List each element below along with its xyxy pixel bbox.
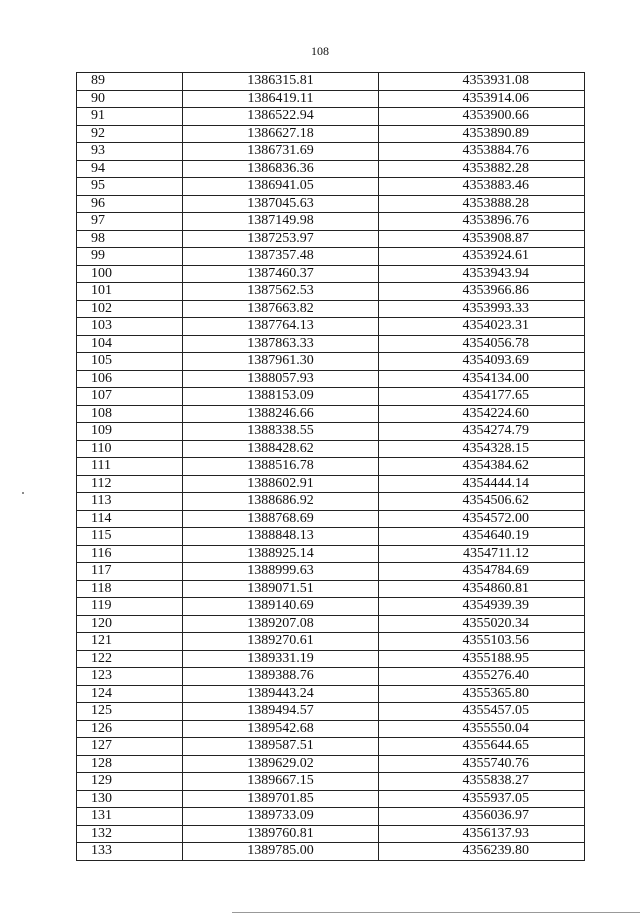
table-row <box>77 160 585 178</box>
x-coordinate-cell: 1389542.68 <box>183 720 379 738</box>
table-row <box>77 510 585 528</box>
table-row <box>77 458 585 476</box>
table-row <box>77 125 585 143</box>
y-coordinate-cell: 4353993.33 <box>379 300 585 318</box>
y-coordinate-cell: 4354384.62 <box>379 458 585 476</box>
table-row <box>77 790 585 808</box>
table-row <box>77 563 585 581</box>
coordinate-table-body <box>77 73 585 861</box>
x-coordinate-cell: 1386836.36 <box>183 160 379 178</box>
point-number-cell: 130 <box>77 790 183 808</box>
point-number-cell: 110 <box>77 440 183 458</box>
y-coordinate-cell: 4353884.76 <box>379 143 585 161</box>
y-coordinate-cell: 4355937.05 <box>379 790 585 808</box>
point-number-cell: 126 <box>77 720 183 738</box>
y-coordinate-cell: 4353966.86 <box>379 283 585 301</box>
y-coordinate-cell: 4353882.28 <box>379 160 585 178</box>
y-coordinate-cell: 4353890.89 <box>379 125 585 143</box>
y-coordinate-cell: 4355644.65 <box>379 738 585 756</box>
table-row <box>77 108 585 126</box>
table-row <box>77 143 585 161</box>
x-coordinate-cell: 1389760.81 <box>183 825 379 843</box>
table-row <box>77 615 585 633</box>
y-coordinate-cell: 4355838.27 <box>379 773 585 791</box>
table-row <box>77 73 585 91</box>
y-coordinate-cell: 4354134.00 <box>379 370 585 388</box>
point-number-cell: 117 <box>77 563 183 581</box>
x-coordinate-cell: 1386731.69 <box>183 143 379 161</box>
table-row <box>77 195 585 213</box>
table-row <box>77 738 585 756</box>
point-number-cell: 97 <box>77 213 183 231</box>
x-coordinate-cell: 1388153.09 <box>183 388 379 406</box>
x-coordinate-cell: 1389701.85 <box>183 790 379 808</box>
point-number-cell: 112 <box>77 475 183 493</box>
point-number-cell: 106 <box>77 370 183 388</box>
table-row <box>77 650 585 668</box>
x-coordinate-cell: 1387149.98 <box>183 213 379 231</box>
x-coordinate-cell: 1388925.14 <box>183 545 379 563</box>
x-coordinate-cell: 1389388.76 <box>183 668 379 686</box>
table-row <box>77 685 585 703</box>
x-coordinate-cell: 1386315.81 <box>183 73 379 91</box>
bottom-rule <box>232 912 640 913</box>
point-number-cell: 127 <box>77 738 183 756</box>
point-number-cell: 93 <box>77 143 183 161</box>
point-number-cell: 91 <box>77 108 183 126</box>
table-row <box>77 808 585 826</box>
table-row <box>77 475 585 493</box>
point-number-cell: 92 <box>77 125 183 143</box>
y-coordinate-cell: 4354056.78 <box>379 335 585 353</box>
y-coordinate-cell: 4355103.56 <box>379 633 585 651</box>
table-row <box>77 633 585 651</box>
table-row <box>77 843 585 861</box>
y-coordinate-cell: 4354274.79 <box>379 423 585 441</box>
x-coordinate-cell: 1389071.51 <box>183 580 379 598</box>
table-row <box>77 370 585 388</box>
point-number-cell: 111 <box>77 458 183 476</box>
y-coordinate-cell: 4355550.04 <box>379 720 585 738</box>
y-coordinate-cell: 4353914.06 <box>379 90 585 108</box>
table-row <box>77 440 585 458</box>
table-row <box>77 668 585 686</box>
y-coordinate-cell: 4355188.95 <box>379 650 585 668</box>
y-coordinate-cell: 4354572.00 <box>379 510 585 528</box>
y-coordinate-cell: 4355740.76 <box>379 755 585 773</box>
x-coordinate-cell: 1388246.66 <box>183 405 379 423</box>
point-number-cell: 94 <box>77 160 183 178</box>
x-coordinate-cell: 1389629.02 <box>183 755 379 773</box>
y-coordinate-cell: 4353883.46 <box>379 178 585 196</box>
y-coordinate-cell: 4353896.76 <box>379 213 585 231</box>
y-coordinate-cell: 4356036.97 <box>379 808 585 826</box>
y-coordinate-cell: 4353900.66 <box>379 108 585 126</box>
coordinate-table <box>76 72 585 861</box>
table-row <box>77 580 585 598</box>
y-coordinate-cell: 4354784.69 <box>379 563 585 581</box>
y-coordinate-cell: 4355276.40 <box>379 668 585 686</box>
x-coordinate-cell: 1389733.09 <box>183 808 379 826</box>
table-row <box>77 283 585 301</box>
x-coordinate-cell: 1388686.92 <box>183 493 379 511</box>
y-coordinate-cell: 4355457.05 <box>379 703 585 721</box>
y-coordinate-cell: 4356137.93 <box>379 825 585 843</box>
point-number-cell: 105 <box>77 353 183 371</box>
table-row <box>77 213 585 231</box>
x-coordinate-cell: 1387764.13 <box>183 318 379 336</box>
x-coordinate-cell: 1387961.30 <box>183 353 379 371</box>
y-coordinate-cell: 4356239.80 <box>379 843 585 861</box>
point-number-cell: 115 <box>77 528 183 546</box>
page-number: 108 <box>311 44 329 58</box>
table-row <box>77 388 585 406</box>
point-number-cell: 100 <box>77 265 183 283</box>
x-coordinate-cell: 1386627.18 <box>183 125 379 143</box>
point-number-cell: 123 <box>77 668 183 686</box>
x-coordinate-cell: 1388602.91 <box>183 475 379 493</box>
y-coordinate-cell: 4354506.62 <box>379 493 585 511</box>
x-coordinate-cell: 1387562.53 <box>183 283 379 301</box>
x-coordinate-cell: 1388428.62 <box>183 440 379 458</box>
point-number-cell: 131 <box>77 808 183 826</box>
y-coordinate-cell: 4354177.65 <box>379 388 585 406</box>
x-coordinate-cell: 1388338.55 <box>183 423 379 441</box>
point-number-cell: 133 <box>77 843 183 861</box>
y-coordinate-cell: 4353931.08 <box>379 73 585 91</box>
table-row <box>77 493 585 511</box>
table-row <box>77 265 585 283</box>
point-number-cell: 103 <box>77 318 183 336</box>
point-number-cell: 118 <box>77 580 183 598</box>
x-coordinate-cell: 1389207.08 <box>183 615 379 633</box>
x-coordinate-cell: 1388057.93 <box>183 370 379 388</box>
x-coordinate-cell: 1388516.78 <box>183 458 379 476</box>
point-number-cell: 125 <box>77 703 183 721</box>
y-coordinate-cell: 4354224.60 <box>379 405 585 423</box>
x-coordinate-cell: 1389785.00 <box>183 843 379 861</box>
y-coordinate-cell: 4354444.14 <box>379 475 585 493</box>
y-coordinate-cell: 4353924.61 <box>379 248 585 266</box>
x-coordinate-cell: 1389331.19 <box>183 650 379 668</box>
y-coordinate-cell: 4354939.39 <box>379 598 585 616</box>
point-number-cell: 95 <box>77 178 183 196</box>
x-coordinate-cell: 1387863.33 <box>183 335 379 353</box>
point-number-cell: 114 <box>77 510 183 528</box>
point-number-cell: 119 <box>77 598 183 616</box>
table-row <box>77 773 585 791</box>
point-number-cell: 99 <box>77 248 183 266</box>
x-coordinate-cell: 1388999.63 <box>183 563 379 581</box>
point-number-cell: 104 <box>77 335 183 353</box>
y-coordinate-cell: 4354860.81 <box>379 580 585 598</box>
table-row <box>77 545 585 563</box>
table-row <box>77 335 585 353</box>
x-coordinate-cell: 1389667.15 <box>183 773 379 791</box>
point-number-cell: 129 <box>77 773 183 791</box>
point-number-cell: 90 <box>77 90 183 108</box>
x-coordinate-cell: 1389443.24 <box>183 685 379 703</box>
x-coordinate-cell: 1387045.63 <box>183 195 379 213</box>
y-coordinate-cell: 4353888.28 <box>379 195 585 213</box>
x-coordinate-cell: 1389270.61 <box>183 633 379 651</box>
x-coordinate-cell: 1389140.69 <box>183 598 379 616</box>
point-number-cell: 101 <box>77 283 183 301</box>
x-coordinate-cell: 1386941.05 <box>183 178 379 196</box>
x-coordinate-cell: 1388768.69 <box>183 510 379 528</box>
x-coordinate-cell: 1387663.82 <box>183 300 379 318</box>
table-row <box>77 423 585 441</box>
y-coordinate-cell: 4354328.15 <box>379 440 585 458</box>
point-number-cell: 108 <box>77 405 183 423</box>
y-coordinate-cell: 4354023.31 <box>379 318 585 336</box>
point-number-cell: 113 <box>77 493 183 511</box>
y-coordinate-cell: 4354093.69 <box>379 353 585 371</box>
y-coordinate-cell: 4355020.34 <box>379 615 585 633</box>
table-row <box>77 528 585 546</box>
x-coordinate-cell: 1389494.57 <box>183 703 379 721</box>
point-number-cell: 124 <box>77 685 183 703</box>
y-coordinate-cell: 4353908.87 <box>379 230 585 248</box>
table-row <box>77 353 585 371</box>
point-number-cell: 107 <box>77 388 183 406</box>
table-row <box>77 318 585 336</box>
table-row <box>77 720 585 738</box>
table-row <box>77 703 585 721</box>
x-coordinate-cell: 1386522.94 <box>183 108 379 126</box>
table-row <box>77 90 585 108</box>
point-number-cell: 121 <box>77 633 183 651</box>
point-number-cell: 89 <box>77 73 183 91</box>
point-number-cell: 102 <box>77 300 183 318</box>
point-number-cell: 116 <box>77 545 183 563</box>
table-row <box>77 178 585 196</box>
table-row <box>77 755 585 773</box>
x-coordinate-cell: 1388848.13 <box>183 528 379 546</box>
point-number-cell: 120 <box>77 615 183 633</box>
y-coordinate-cell: 4354711.12 <box>379 545 585 563</box>
x-coordinate-cell: 1387460.37 <box>183 265 379 283</box>
table-row <box>77 825 585 843</box>
table-row <box>77 300 585 318</box>
point-number-cell: 128 <box>77 755 183 773</box>
point-number-cell: 132 <box>77 825 183 843</box>
y-coordinate-cell: 4354640.19 <box>379 528 585 546</box>
point-number-cell: 122 <box>77 650 183 668</box>
table-row <box>77 230 585 248</box>
point-number-cell: 109 <box>77 423 183 441</box>
x-coordinate-cell: 1389587.51 <box>183 738 379 756</box>
point-number-cell: 96 <box>77 195 183 213</box>
x-coordinate-cell: 1387357.48 <box>183 248 379 266</box>
point-number-cell: 98 <box>77 230 183 248</box>
y-coordinate-cell: 4353943.94 <box>379 265 585 283</box>
table-row <box>77 598 585 616</box>
x-coordinate-cell: 1387253.97 <box>183 230 379 248</box>
margin-speck <box>22 492 24 494</box>
y-coordinate-cell: 4355365.80 <box>379 685 585 703</box>
x-coordinate-cell: 1386419.11 <box>183 90 379 108</box>
table-row <box>77 248 585 266</box>
table-row <box>77 405 585 423</box>
